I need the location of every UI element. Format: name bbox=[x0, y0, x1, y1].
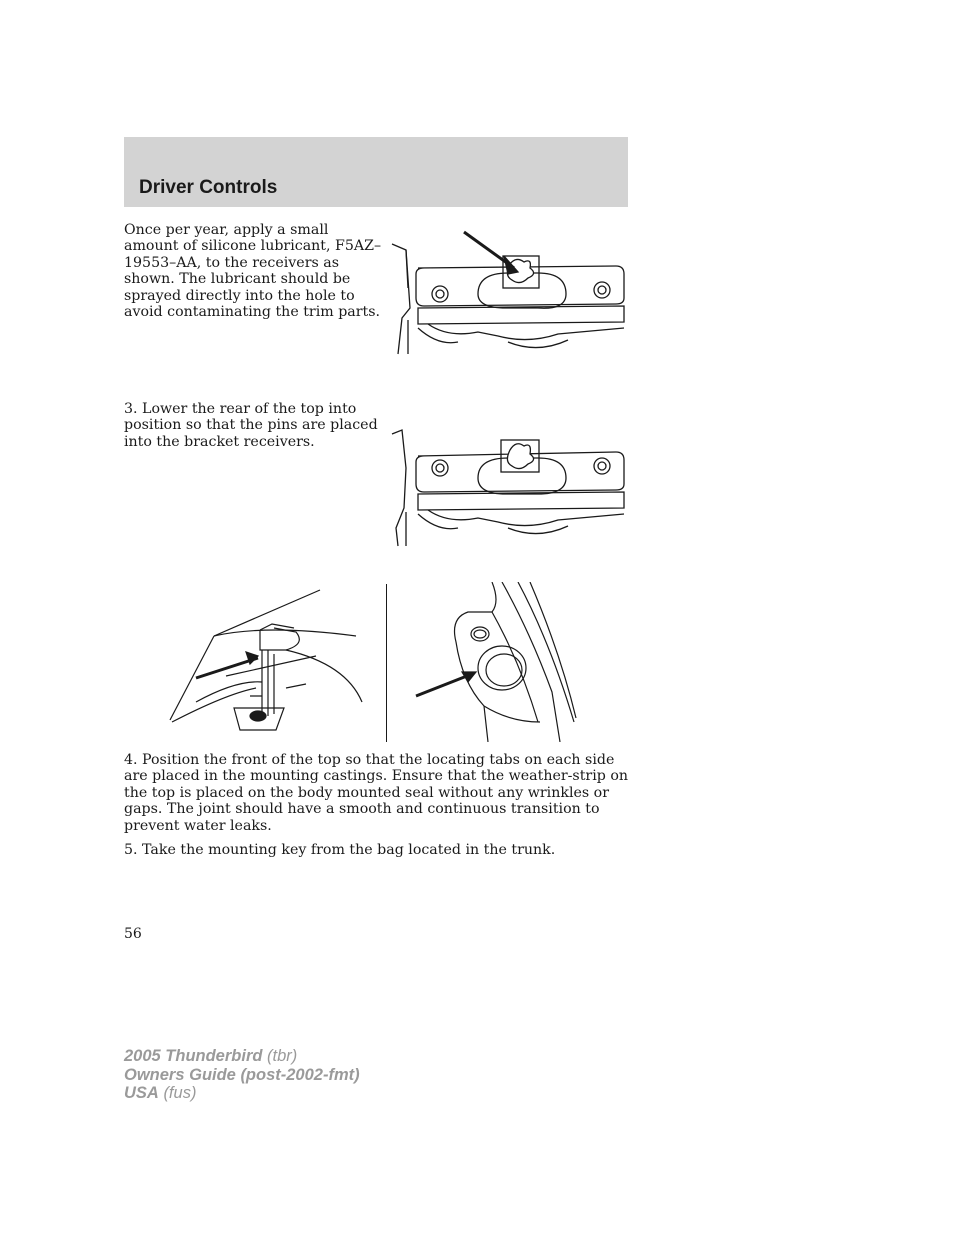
paragraph-step-3: 3. Lower the rear of the top into position so that the pins are placed into the bracket receivers. bbox=[124, 401, 378, 450]
page-number: 56 bbox=[124, 926, 142, 942]
bracket-receiver-figure-with-arrow bbox=[388, 228, 628, 356]
bracket-receiver-figure-pins-placed bbox=[388, 428, 628, 548]
figure-divider bbox=[386, 584, 387, 742]
footer-market: USA bbox=[124, 1084, 159, 1102]
footer-line-2 bbox=[124, 1066, 360, 1085]
locating-tab-figure bbox=[166, 584, 366, 742]
paragraph-lubricant: Once per year, apply a small amount of silicone lubricant, F5AZ–19553–AA, to the receivers as shown. The lubricant should be sprayed directly into the hole to avoid contaminating the trim parts. bbox=[124, 222, 382, 321]
paragraph-step-4: 4. Position the front of the top so that the locating tabs on each side are placed in the mounting castings. Ensure that the weather-strip on the top is placed on the body mounted seal without any wrinkles or gaps. The joint should have a smooth and continuous transition to prevent water leaks. bbox=[124, 752, 629, 834]
footer-guide: Owners Guide (post-2002-fmt) bbox=[124, 1065, 360, 1084]
paragraph-step-5: 5. Take the mounting key from the bag located in the trunk. bbox=[124, 842, 556, 858]
footer-line-3 bbox=[124, 1084, 360, 1103]
footer-model-code: (tbr) bbox=[267, 1047, 298, 1065]
section-header-band bbox=[124, 137, 628, 207]
section-title: Driver Controls bbox=[139, 177, 278, 198]
footer-line-1 bbox=[124, 1047, 360, 1066]
footer-model: 2005 Thunderbird bbox=[124, 1047, 263, 1065]
footer-market-code: (fus) bbox=[163, 1084, 197, 1102]
document-footer bbox=[124, 1047, 360, 1103]
mounting-casting-figure bbox=[410, 582, 610, 742]
